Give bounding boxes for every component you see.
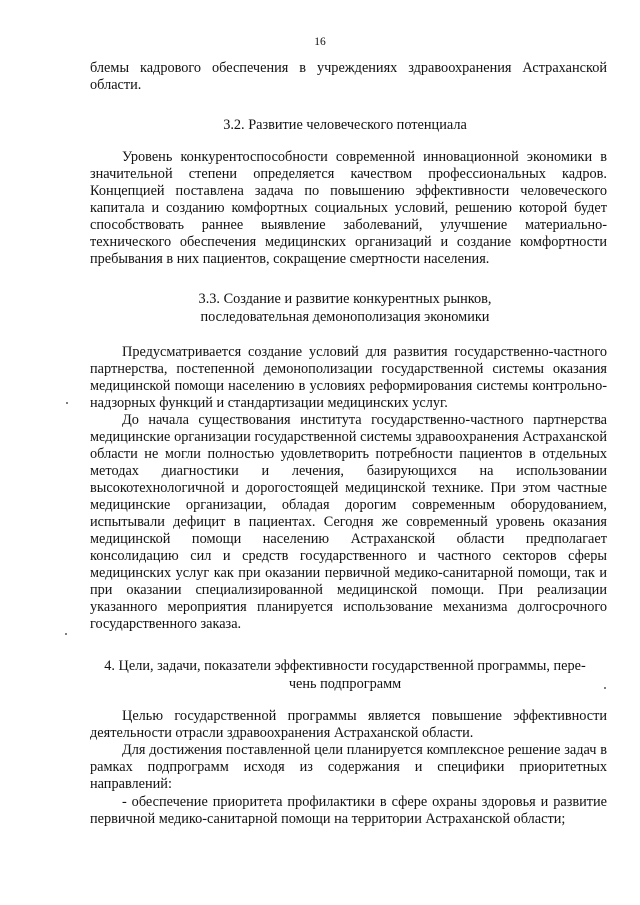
section-4-paragraph-3: - обеспечение приоритета профилактики в сфере охраны здоровья и развитие первичной медико-санитарной помощи на территории Астраханской области; bbox=[90, 794, 607, 827]
scan-speck bbox=[66, 402, 68, 404]
section-3-3-paragraph-1: Предусматривается создание условий для развития государственно-частного партнерства, постепенной демонополизации государственной системы оказания медицинской помощи населению в условиях реформирования системы контрольно-надзорных функций и стандартизации медицинских услуг. bbox=[90, 344, 607, 411]
section-4-heading bbox=[80, 657, 610, 693]
intro-paragraph: блемы кадрового обеспечения в учреждениях здравоохранения Астраханской области. bbox=[90, 60, 607, 93]
section-3-3-heading bbox=[80, 290, 610, 326]
section-3-2-paragraph: Уровень конкурентоспособности современной инновационной экономики в значительной степени определяется качеством профессиональных кадров. Концепцией поставлена задача по повышению эффективности человеческого капитала и созданию комфортных социальных условий, решению которой будет способствовать раннее выявление заболеваний, улучшение материально-технического обеспечения медицинских организаций и создание комфортности пребывания в них пациентов, сокращение смертности населения. bbox=[90, 149, 607, 267]
section-4-paragraph-2: Для достижения поставленной цели планируется комплексное решение задач в рамках подпрограмм исходя из содержания и специфики приоритетных направлений: bbox=[90, 742, 607, 792]
section-3-2-heading: 3.2. Развитие человеческого потенциала bbox=[223, 117, 467, 133]
section-4-paragraph-1: Целью государственной программы является повышение эффективности деятельности отрасли здравоохранения Астраханской области. bbox=[90, 708, 607, 741]
section-3-3-heading-line-2: последовательная демонополизация экономики bbox=[200, 309, 490, 325]
section-3-3-heading-line-1: 3.3. Создание и развитие конкурентных рынков, bbox=[198, 291, 492, 307]
section-4-heading-line-2: чень подпрограмм bbox=[288, 676, 402, 692]
section-3-3-paragraph-2: До начала существования института государственно-частного партнерства медицинские организации государственной системы здравоохранения Астраханской области не могли полностью удовлетворить потребности пациентов в отдельных методах диагностики и лечения, базирующихся на использовании высокотехнологичной и дорогостоящей медицинской технике. При этом частные медицинские организации, обладая дорогим современным оборудованием, испытывали дефицит в пациентах. Сегодня же современный уровень оказания медицинской помощи населению Астраханской области предполагает консолидацию сил и средств государственного и частного секторов сферы медицинских услуг как при оказании первичной медико-санитарной помощи, так и при оказании специализированной медицинской помощи. При реализации указанного мероприятия планируется использование механизма долгосрочного государственного заказа. bbox=[90, 412, 607, 632]
scan-speck bbox=[65, 633, 67, 635]
page-number: 16 bbox=[314, 36, 326, 48]
scan-speck bbox=[604, 687, 606, 689]
section-4-heading-line-1: 4. Цели, задачи, показатели эффективности государственной программы, пере- bbox=[104, 658, 586, 674]
